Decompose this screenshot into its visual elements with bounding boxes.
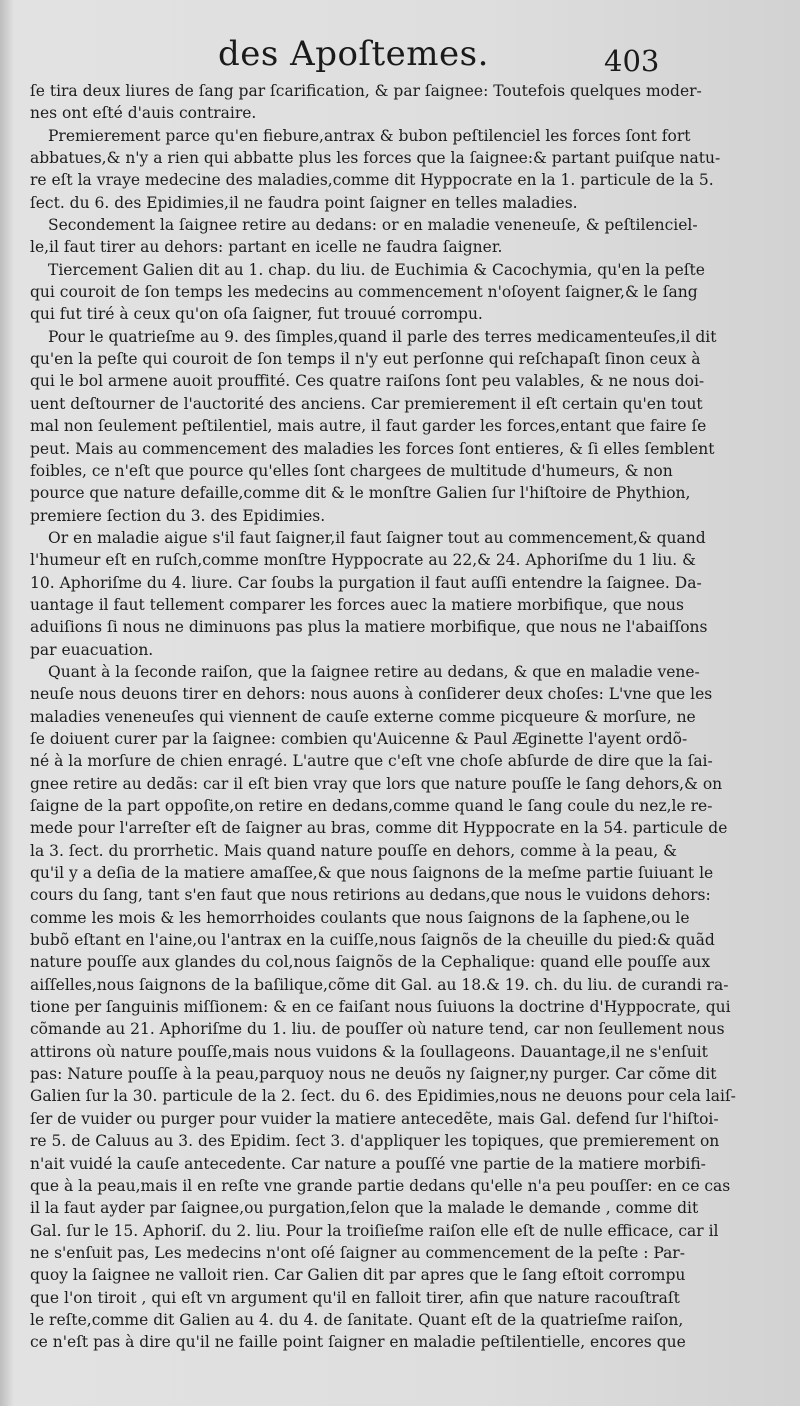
text-line: ſer de vuider ou purger pour vuider la matiere antecedẽte, mais Gal. defend ſur l'hiſtoi- — [30, 1109, 719, 1128]
body-text — [30, 80, 768, 1354]
text-line: qui fut tiré à ceux qu'on oſa ſaigner, fut trouué corrompu. — [30, 305, 483, 324]
text-line: ſe doiuent curer par la ſaignee: combien qu'Auicenne & Paul Æginette l'ayent ordõ- — [30, 729, 688, 748]
text-line: le,il faut tirer au dehors: partant en icelle ne faudra ſaigner. — [30, 238, 503, 257]
text-line: la 3. ſect. du prorrhetic. Mais quand nature pouſſe en dehors, comme à la peau, & — [30, 841, 677, 860]
page-number: 403 — [604, 44, 660, 78]
text-line: pource que nature defaille,comme dit & le monſtre Galien ſur l'hiſtoire de Phythion, — [30, 484, 691, 503]
text-line: re eſt la vraye medecine des maladies,comme dit Hyppocrate en la 1. particule de la 5. — [30, 171, 714, 190]
text-line: que l'on tiroit , qui eſt vn argument qu'il en falloit tirer, afin que nature racouſtraſt — [30, 1288, 680, 1307]
text-line: tione per ſanguinis miſſionem: & en ce faiſant nous ſuiuons la doctrine d'Hyppocrate, qui — [30, 998, 731, 1017]
text-line: il la faut ayder par ſaignee,ou purgation,ſelon que la malade le demande , comme dit — [30, 1199, 699, 1218]
text-line: cours du ſang, tant s'en faut que nous retirions au dedans,que nous le vuidons dehors: — [30, 886, 711, 905]
text-line: par euacuation. — [30, 640, 154, 659]
text-line: peut. Mais au commencement des maladies les forces ſont entieres, & ſi elles ſemblent — [30, 439, 715, 458]
text-line: ſe tira deux liures de ſang par ſcarification, & par ſaignee: Toutefois quelques moder- — [30, 82, 702, 100]
text-line: qu'il y a deſia de la matiere amaſſee,& que nous ſaignons de la meſme partie ſuiuant le — [30, 864, 714, 883]
text-line: ne s'enſuit pas, Les medecins n'ont oſé ſaigner au commencement de la peſte : Par- — [30, 1243, 685, 1262]
text-line: Quant à la ſeconde raiſon, que la ſaignee retire au dedans, & que en maladie vene- — [48, 662, 700, 681]
text-line: aduiſions ſi nous ne diminuons pas plus la matiere morbifique, que nous ne l'abaiſſons — [30, 618, 708, 637]
text-line: Gal. ſur le 15. Aphoriſ. du 2. liu. Pour la troiſieſme raiſon elle eſt de nulle efficace, car il — [30, 1221, 719, 1240]
text-line: abbatues,& n'y a rien qui abbatte plus les forces que la ſaignee:& partant puiſque natu- — [30, 149, 721, 168]
text-line: l'humeur eſt en ruſch,comme monſtre Hyppocrate au 22,& 24. Aphoriſme du 1 liu. & — [30, 551, 696, 570]
text-line: bubõ eſtant en l'aine,ou l'antrax en la cuiſſe,nous ſaignõs de la cheuille du pied:& quãd — [30, 931, 715, 950]
text-line: gnee retire au dedãs: car il eſt bien vray que lors que nature pouſſe le ſang dehors,& on — [30, 774, 723, 793]
text-line: Pour le quatrieſme au 9. des ſimples,quand il parle des terres medicamenteuſes,il dit — [48, 327, 717, 346]
text-line: uent deſtourner de l'auctorité des anciens. Car premierement il eſt certain qu'en tout — [30, 394, 703, 413]
text-line: ce n'eſt pas à dire qu'il ne faille point ſaigner en maladie peſtilentielle, encores que — [30, 1333, 686, 1352]
text-line: nes ont eſté d'auis contraire. — [30, 104, 257, 123]
text-line: cõmande au 21. Aphoriſme du 1. liu. de pouſſer où nature tend, car non ſeullement nous — [30, 1020, 725, 1039]
text-line: le reſte,comme dit Galien au 4. du 4. de ſanitate. Quant eſt de la quatrieſme raiſon, — [30, 1310, 684, 1329]
text-line: foibles, ce n'eſt que pource qu'elles ſont chargees de multitude d'humeurs, & non — [30, 461, 673, 480]
text-line: Galien ſur la 30. particule de la 2. ſect. du 6. des Epidimies,nous ne deuons pour cela laiſ- — [30, 1087, 736, 1106]
text-line: premiere ſection du 3. des Epidimies. — [30, 506, 326, 525]
text-line: qui le bol armene auoit prouffité. Ces quatre raiſons ſont peu valables, & ne nous doi- — [30, 372, 705, 391]
text-line: attirons où nature pouſſe,mais nous vuidons & la ſoullageons. Dauantage,il ne s'enſuit — [30, 1042, 708, 1061]
text-line: maladies veneneuſes qui viennent de cauſe externe comme picqueure & morſure, ne — [30, 707, 696, 726]
text-line: 10. Aphoriſme du 4. liure. Car ſoubs la purgation il faut auſſi entendre la ſaignee. Da- — [30, 573, 702, 592]
text-line: mede pour l'arreſter eſt de ſaigner au bras, comme dit Hyppocrate en la 54. particule de — [30, 819, 728, 838]
text-line: que à la peau,mais il en reſte vne grande partie dedans qu'elle n'a peu pouſſer: en ce cas — [30, 1176, 731, 1195]
text-line: nature pouſſe aux glandes du col,nous ſaignõs de la Cephalique: quand elle pouſſe aux — [30, 953, 711, 972]
text-line: mal non ſeulement peſtilentiel, mais autre, il faut garder les forces,entant que faire ſe — [30, 417, 707, 436]
text-line: quoy la ſaignee ne valloit rien. Car Galien dit par apres que le ſang eſtoit corrompu — [30, 1266, 686, 1285]
text-line: Premierement parce qu'en fiebure,antrax & bubon peſtilenciel les forces ſont fort — [48, 126, 691, 145]
text-line: aiſſelles,nous ſaignons de la baſilique,cõme dit Gal. au 18.& 19. ch. du liu. de curandi ra- — [30, 975, 729, 994]
text-line: ſect. du 6. des Epidimies,il ne faudra point ſaigner en telles maladies. — [30, 193, 578, 212]
text-line: neuſe nous deuons tirer en dehors: nous auons à conſiderer deux choſes: L'vne que les — [30, 685, 713, 704]
text-line: pas: Nature pouſſe à la peau,parquoy nous ne deuõs ny ſaigner,ny purger. Car cõme dit — [30, 1065, 717, 1084]
text-line: Tiercement Galien dit au 1. chap. du liu. de Euchimia & Cacochymia, qu'en la peſte — [48, 260, 705, 279]
text-line: qu'en la peſte qui couroit de ſon temps il n'y eut perſonne qui reſchapaſt ſinon ceux à — [30, 350, 701, 369]
text-line: comme les mois & les hemorrhoides coulants que nous ſaignons de la ſaphene,ou le — [30, 908, 690, 927]
text-line: n'ait vuidé la cauſe antecedente. Car nature a pouſſé vne partie de la matiere morbifi- — [30, 1154, 706, 1173]
text-line: re 5. de Caluus au 3. des Epidim. ſect 3. d'appliquer les topiques, que premierement on — [30, 1132, 720, 1151]
running-title: des Apoſtemes. — [218, 34, 489, 74]
text-line: qui couroit de ſon temps les medecins au commencement n'oſoyent ſaigner,& le ſang — [30, 283, 698, 302]
text-line: Secondement la ſaignee retire au dedans: or en maladie veneneuſe, & peſtilenciel- — [48, 216, 698, 235]
text-line: né à la morſure de chien enragé. L'autre que c'eſt vne choſe abſurde de dire que la ſai- — [30, 752, 713, 771]
text-line: Or en maladie aigue s'il faut ſaigner,il faut ſaigner tout au commencement,& quand — [48, 528, 706, 547]
page-header — [0, 28, 800, 88]
text-line: uantage il faut tellement comparer les forces auec la matiere morbifique, que nous — [30, 595, 684, 614]
text-line: ſaigne de la part oppoſite,on retire en dedans,comme quand le ſang coule du nez,le re- — [30, 797, 713, 815]
